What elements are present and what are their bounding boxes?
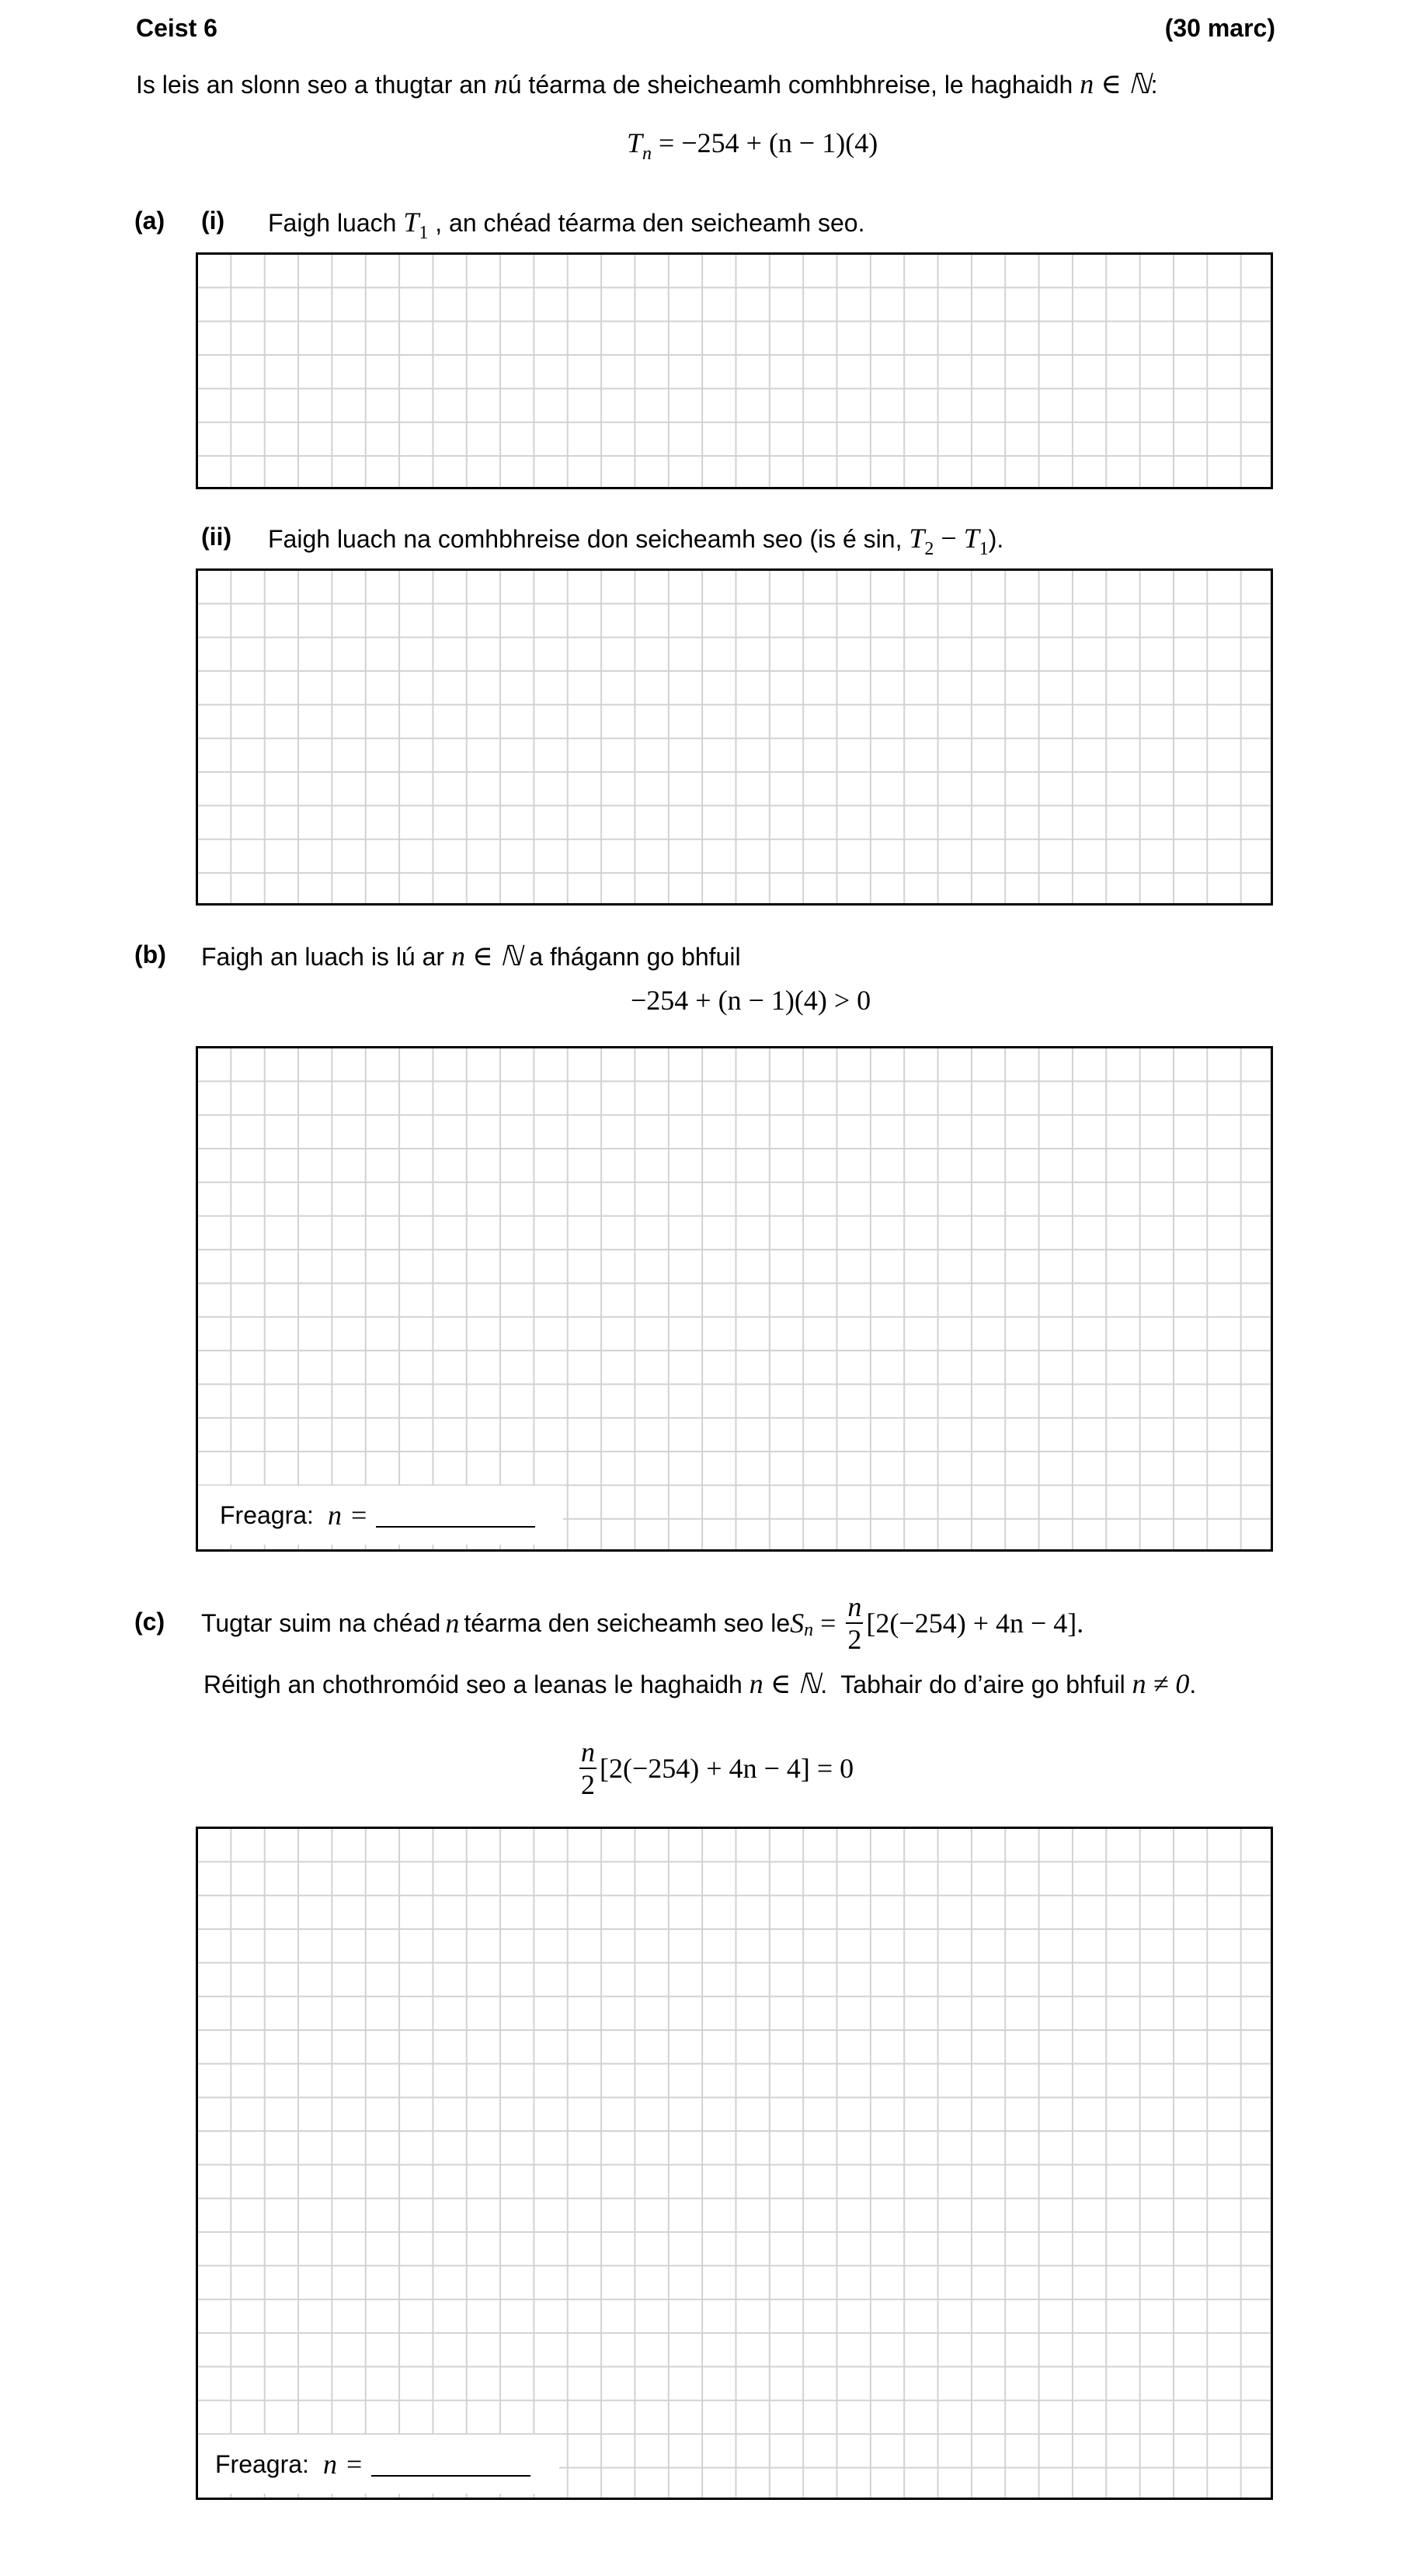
intro-text-mid: ú téarma de sheicheamh comhbhreise, le haghaidh bbox=[507, 71, 1080, 99]
intro-text-after: : bbox=[1150, 71, 1158, 99]
part-a-i-sub: 1 bbox=[419, 223, 429, 243]
part-b-label: (b) bbox=[134, 940, 166, 968]
part-c-eq-frac-num: n bbox=[581, 1736, 595, 1768]
answer-box-b[interactable] bbox=[196, 1046, 1273, 1552]
intro-set-expr: n ∈ ℕ bbox=[1080, 68, 1151, 99]
part-a-i-question bbox=[268, 207, 865, 243]
part-c-line1-before: Tugtar suim na chéad bbox=[201, 1609, 441, 1637]
part-c-line2 bbox=[203, 1670, 1196, 1698]
part-a-label: (a) bbox=[134, 207, 165, 235]
part-a-i-var: T bbox=[403, 207, 419, 238]
part-c-frac-num: n bbox=[847, 1591, 862, 1622]
formula-lhs-sub: n bbox=[642, 144, 652, 164]
part-c-sum-sub: n bbox=[804, 1620, 814, 1640]
part-b-answer-input[interactable] bbox=[376, 1503, 535, 1528]
part-b-text-after: a fhágann go bhfuil bbox=[522, 943, 741, 971]
part-c-line1-mid: téarma den seicheamh seo le bbox=[464, 1609, 791, 1637]
part-b-answer-eq: = bbox=[350, 1500, 367, 1531]
intro-text bbox=[136, 70, 1158, 98]
part-c-line2-cond: n ≠ 0 bbox=[1132, 1668, 1190, 1699]
part-c-equation-fraction bbox=[579, 1738, 596, 1799]
part-c-answer-input[interactable] bbox=[371, 2452, 530, 2477]
part-c-label: (c) bbox=[134, 1608, 165, 1636]
part-a-ii-var2: T bbox=[963, 523, 979, 554]
part-c-line2-before: Réitigh an chothromóid seo a leanas le haghaidh bbox=[203, 1670, 749, 1698]
intro-var-n: n bbox=[493, 68, 508, 99]
part-c-eq-expr: [2(−254) + 4n − 4] = 0 bbox=[600, 1753, 854, 1784]
formula-rhs: = −254 + (n − 1)(4) bbox=[659, 127, 878, 158]
answer-box-c[interactable] bbox=[196, 1827, 1273, 2500]
part-a-ii-sub2: 1 bbox=[979, 539, 989, 559]
answer-box-a-ii[interactable] bbox=[196, 568, 1273, 906]
part-c-line2-after: . bbox=[1189, 1670, 1197, 1698]
part-c-equation bbox=[576, 1738, 854, 1799]
part-c-answer-eq: = bbox=[346, 2449, 363, 2480]
part-a-i-label: (i) bbox=[201, 207, 225, 235]
part-a-ii-question bbox=[268, 523, 1004, 559]
part-c-line2-set: n ∈ ℕ bbox=[749, 1668, 821, 1699]
formula-lhs-var: T bbox=[627, 127, 643, 158]
part-b-question bbox=[201, 942, 741, 970]
part-b-answer-var: n bbox=[327, 1500, 342, 1531]
part-c-frac-den: 2 bbox=[847, 1624, 862, 1655]
part-c-answer-label: Freagra: bbox=[215, 2449, 309, 2478]
part-c-line2-mid: . Tabhair do d’aire go bhfuil bbox=[820, 1670, 1132, 1698]
part-a-ii-sub1: 2 bbox=[924, 539, 934, 559]
part-c-sum-eq: = bbox=[813, 1608, 843, 1639]
part-b-text-before: Faigh an luach is lú ar bbox=[201, 943, 451, 971]
part-a-ii-var1: T bbox=[909, 523, 925, 554]
part-c-eq-frac-den: 2 bbox=[581, 1769, 595, 1800]
part-b-inequality: −254 + (n − 1)(4) > 0 bbox=[631, 985, 871, 1016]
part-a-i-text-after: , an chéad téarma den seicheamh seo. bbox=[428, 209, 865, 237]
part-c-sum-fraction bbox=[846, 1593, 863, 1653]
part-a-ii-text-after: ). bbox=[988, 525, 1004, 553]
answer-box-a-i[interactable] bbox=[196, 252, 1273, 489]
part-c-line1-var: n bbox=[445, 1608, 460, 1639]
part-c-sum-var: S bbox=[790, 1608, 805, 1639]
intro-text-before: Is leis an slonn seo a thugtar an bbox=[136, 71, 494, 99]
marks-label: (30 marc) bbox=[1164, 14, 1275, 42]
part-c-answer-var: n bbox=[322, 2449, 337, 2480]
part-a-ii-label: (ii) bbox=[201, 523, 232, 551]
part-c-sum-expr: [2(−254) + 4n − 4]. bbox=[866, 1608, 1084, 1639]
question-title: Ceist 6 bbox=[136, 14, 217, 42]
part-a-ii-op: − bbox=[934, 523, 964, 554]
part-c-line1 bbox=[201, 1592, 1083, 1654]
part-b-set-expr: n ∈ ℕ bbox=[450, 940, 523, 972]
part-c-answer-line bbox=[198, 2435, 559, 2494]
main-formula bbox=[627, 127, 878, 164]
part-a-ii-text-before: Faigh luach na comhbhreise don seicheamh seo (is é sin, bbox=[268, 525, 909, 553]
part-b-answer-label: Freagra: bbox=[220, 1500, 314, 1529]
part-b-answer-line bbox=[198, 1486, 563, 1545]
part-a-i-text-before: Faigh luach bbox=[268, 209, 404, 237]
